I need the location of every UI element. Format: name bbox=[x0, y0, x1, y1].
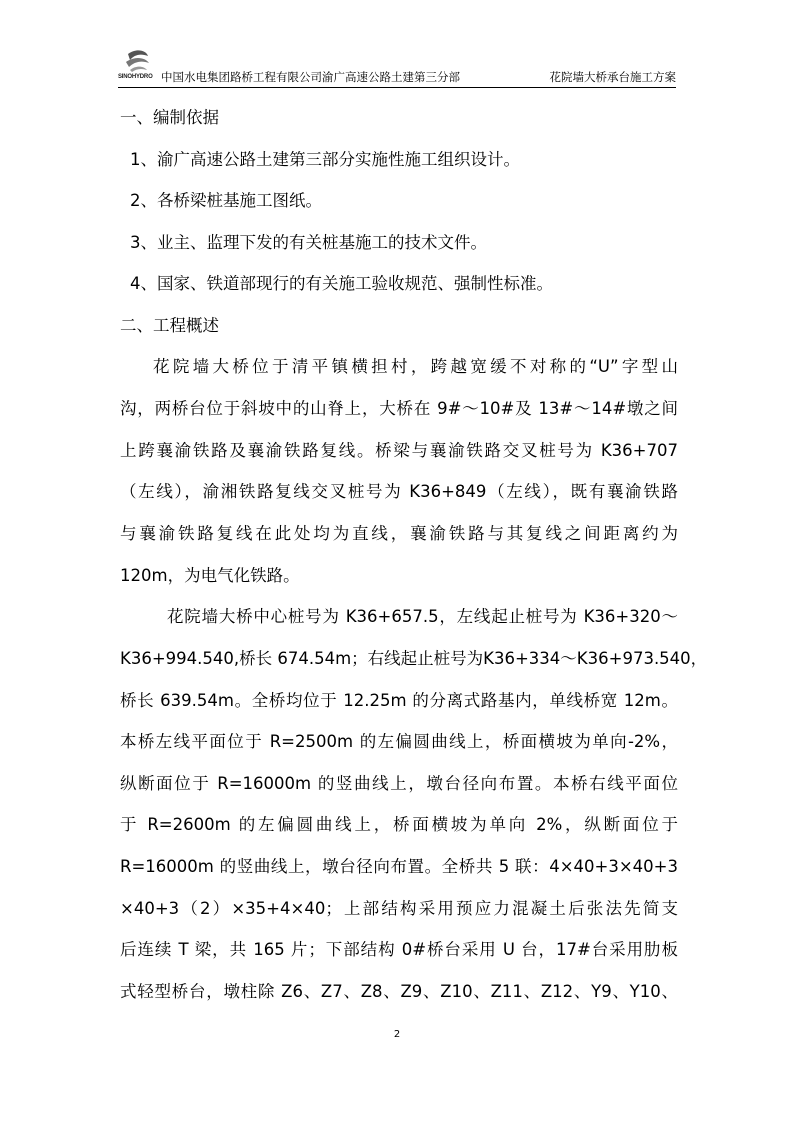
list-item: 2、各桥梁桩基施工图纸。 bbox=[130, 191, 322, 210]
paragraph-line: 式轻型桥台，墩柱除 Z6、Z7、Z8、Z9、Z10、Z11、Z12、Y9、Y10、 bbox=[120, 982, 678, 1001]
list-item: 1、渝广高速公路土建第三部分实施性施工组织设计。 bbox=[130, 150, 520, 169]
paragraph-line: K36+994.540,桥长 674.54m；右线起止桩号为K36+334～K36+973.540， bbox=[120, 649, 708, 668]
company-name: 中国水电集团路桥工程有限公司渝广高速公路土建第三分部 bbox=[161, 70, 460, 84]
paragraph-line: 与襄渝铁路复线在此处均为直线，襄渝铁路与其复线之间距离约为 bbox=[120, 524, 678, 543]
paragraph-line: 120m，为电气化铁路。 bbox=[120, 566, 300, 585]
paragraph-line: （左线），渝湘铁路复线交叉桩号为 K36+849（左线），既有襄渝铁路 bbox=[120, 482, 678, 501]
page-number: 2 bbox=[393, 1029, 401, 1040]
document-title: 花院墙大桥承台施工方案 bbox=[549, 70, 676, 84]
paragraph-line: 本桥左线平面位于 R=2500m 的左偏圆曲线上，桥面横坡为单向-2%， bbox=[120, 732, 678, 751]
header-divider bbox=[118, 87, 676, 88]
section-heading-overview: 二、工程概述 bbox=[120, 316, 219, 335]
paragraph-line: 上跨襄渝铁路及襄渝铁路复线。桥梁与襄渝铁路交叉桩号为 K36+707 bbox=[120, 441, 678, 460]
list-item: 4、国家、铁道部现行的有关施工验收规范、强制性标准。 bbox=[130, 274, 553, 293]
paragraph-line: ×40+3（2）×35+4×40；上部结构采用预应力混凝土后张法先简支 bbox=[120, 899, 678, 918]
paragraph-line: 后连续 T 梁，共 165 片；下部结构 0#桥台采用 U 台，17#台采用肋板 bbox=[120, 940, 678, 959]
paragraph-line: 于 R=2600m 的左偏圆曲线上，桥面横坡为单向 2%，纵断面位于 bbox=[120, 815, 678, 834]
paragraph-line: 桥长 639.54m。全桥均位于 12.25m 的分离式路基内，单线桥宽 12m。 bbox=[120, 691, 678, 710]
paragraph-line: 纵断面位于 R=16000m 的竖曲线上，墩台径向布置。本桥右线平面位 bbox=[120, 774, 678, 793]
paragraph-line: R=16000m 的竖曲线上，墩台径向布置。全桥共 5 联：4×40+3×40+3 bbox=[120, 857, 678, 876]
paragraph-line: 花院墙大桥位于清平镇横担村，跨越宽缓不对称的“U”字型山 bbox=[153, 357, 678, 376]
page-header bbox=[118, 42, 676, 90]
list-item: 3、业主、监理下发的有关桩基施工的技术文件。 bbox=[130, 233, 487, 252]
paragraph-line: 沟，两桥台位于斜坡中的山脊上，大桥在 9#～10#及 13#～14#墩之间 bbox=[120, 399, 678, 418]
section-heading-basis: 一、编制依据 bbox=[120, 108, 219, 127]
paragraph-line: 花院墙大桥中心桩号为 K36+657.5，左线起止桩号为 K36+320～ bbox=[167, 607, 678, 626]
logo-wordmark: SINOHYDRO bbox=[118, 74, 153, 80]
